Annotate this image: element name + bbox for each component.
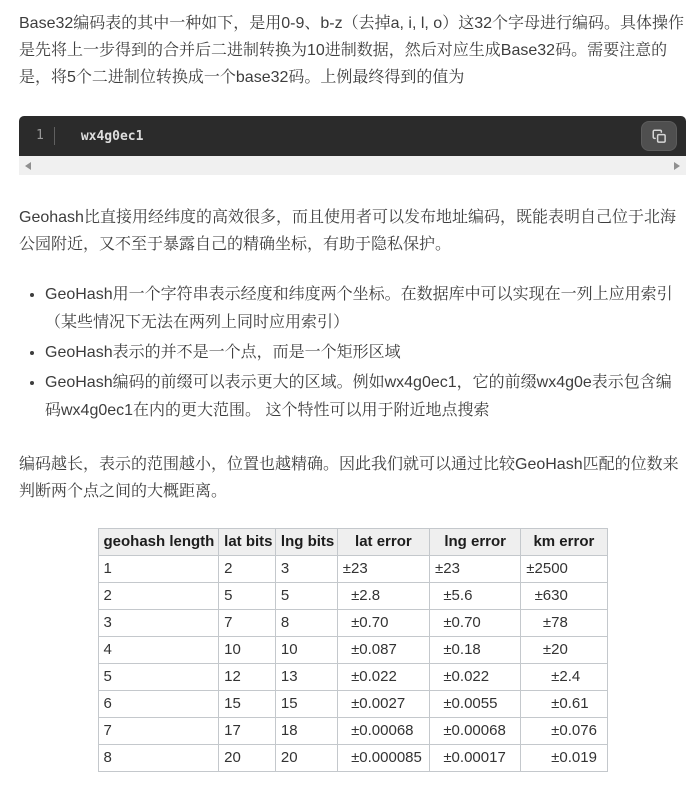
copy-button[interactable] bbox=[641, 121, 677, 151]
table-row bbox=[98, 637, 607, 664]
code-line-number: 1 bbox=[19, 127, 55, 145]
table-cell: ±2500 bbox=[521, 556, 607, 583]
paragraph-geohash-privacy: Geohash比直接用经纬度的高效很多，而且使用者可以发布地址编码，既能表明自己位于北海公园附近，又不至于暴露自己的精确坐标，有助于隐私保护。 bbox=[19, 209, 676, 253]
table-row bbox=[98, 583, 607, 610]
table-cell: ±2.4 bbox=[521, 664, 607, 691]
list-item: • GeoHash用一个字符串表示经度和纬度两个坐标。在数据库中可以实现在一列上应用索引（某些情况下无法在两列上同时应用索引） bbox=[45, 281, 686, 337]
table-cell: ±0.000085 bbox=[337, 745, 429, 772]
table-header-row bbox=[98, 529, 607, 556]
table-cell: ±78 bbox=[521, 610, 607, 637]
column-header-lat-error: lat error bbox=[337, 529, 429, 556]
table-cell: ±0.076 bbox=[521, 718, 607, 745]
table-cell: 8 bbox=[275, 610, 337, 637]
table-cell: ±23 bbox=[430, 556, 521, 583]
table-cell: 5 bbox=[98, 664, 219, 691]
table-cell: ±0.022 bbox=[430, 664, 521, 691]
paragraph-base32: Base32编码表的其中一种如下，是用0-9、b-z（去掉a, i, l, o）这32个字母进行编码。具体操作是先将上一步得到的合并后二进制转换为10进制数据，然后对应生成Base32码。需要注意的是，将5个二进制位转换成一个base32码。上例最终得到的值为 bbox=[19, 15, 684, 86]
table-cell: 6 bbox=[98, 691, 219, 718]
code-block-body bbox=[19, 116, 686, 156]
table-cell: 15 bbox=[219, 691, 276, 718]
table-cell: ±0.022 bbox=[337, 664, 429, 691]
table-cell: 20 bbox=[275, 745, 337, 772]
column-header-geohash-length: geohash length bbox=[98, 529, 219, 556]
list-item: • GeoHash编码的前缀可以表示更大的区域。例如wx4g0ec1，它的前缀wx4g0e表示包含编码wx4g0ec1在内的更大范围。 这个特性可以用于附近地点搜索 bbox=[45, 369, 686, 425]
table-cell: 2 bbox=[98, 583, 219, 610]
table-row bbox=[98, 745, 607, 772]
table-cell: ±0.70 bbox=[337, 610, 429, 637]
table-cell: 18 bbox=[275, 718, 337, 745]
table-cell: 12 bbox=[219, 664, 276, 691]
table-cell: ±0.00017 bbox=[430, 745, 521, 772]
table-row bbox=[98, 664, 607, 691]
list-item: • GeoHash表示的并不是一个点，而是一个矩形区域 bbox=[45, 339, 686, 367]
column-header-lng-bits: lng bits bbox=[275, 529, 337, 556]
table-cell: 2 bbox=[219, 556, 276, 583]
column-header-lat-bits: lat bits bbox=[219, 529, 276, 556]
table-cell: 10 bbox=[219, 637, 276, 664]
scroll-right-icon[interactable] bbox=[674, 162, 680, 170]
table-cell: ±630 bbox=[521, 583, 607, 610]
table-cell: ±0.0055 bbox=[430, 691, 521, 718]
code-text: wx4g0ec1 bbox=[80, 128, 144, 144]
table-cell: 10 bbox=[275, 637, 337, 664]
table-cell: ±2.8 bbox=[337, 583, 429, 610]
table-cell: ±0.00068 bbox=[430, 718, 521, 745]
copy-icon bbox=[652, 129, 667, 144]
table-cell: 5 bbox=[275, 583, 337, 610]
table-cell: 17 bbox=[219, 718, 276, 745]
table-cell: 7 bbox=[219, 610, 276, 637]
scroll-left-icon[interactable] bbox=[25, 162, 31, 170]
table-cell: 8 bbox=[98, 745, 219, 772]
table-cell: 1 bbox=[98, 556, 219, 583]
table-row bbox=[98, 610, 607, 637]
table-cell: ±0.61 bbox=[521, 691, 607, 718]
code-horizontal-scrollbar[interactable] bbox=[19, 156, 686, 175]
table-cell: 20 bbox=[219, 745, 276, 772]
paragraph-precision: 编码越长，表示的范围越小，位置也越精确。因此我们就可以通过比较GeoHash匹配的位数来判断两个点之间的大概距离。 bbox=[19, 456, 679, 500]
geohash-precision-table bbox=[98, 528, 608, 772]
table-cell: 3 bbox=[275, 556, 337, 583]
column-header-lng-error: lng error bbox=[430, 529, 521, 556]
table-cell: 5 bbox=[219, 583, 276, 610]
table-cell: 4 bbox=[98, 637, 219, 664]
table-cell: ±0.18 bbox=[430, 637, 521, 664]
table-cell: ±0.00068 bbox=[337, 718, 429, 745]
table-cell: 7 bbox=[98, 718, 219, 745]
table-cell: ±0.0027 bbox=[337, 691, 429, 718]
table-body bbox=[98, 556, 607, 772]
table-cell: 3 bbox=[98, 610, 219, 637]
table-row bbox=[98, 718, 607, 745]
table-cell: 15 bbox=[275, 691, 337, 718]
table-cell: ±5.6 bbox=[430, 583, 521, 610]
geohash-feature-list bbox=[19, 281, 686, 425]
table-cell: ±20 bbox=[521, 637, 607, 664]
table-row bbox=[98, 556, 607, 583]
code-block bbox=[19, 116, 686, 175]
table-row bbox=[98, 691, 607, 718]
table-cell: ±0.087 bbox=[337, 637, 429, 664]
table-cell: 13 bbox=[275, 664, 337, 691]
table-cell: ±23 bbox=[337, 556, 429, 583]
table-cell: ±0.019 bbox=[521, 745, 607, 772]
column-header-km-error: km error bbox=[521, 529, 607, 556]
table-cell: ±0.70 bbox=[430, 610, 521, 637]
